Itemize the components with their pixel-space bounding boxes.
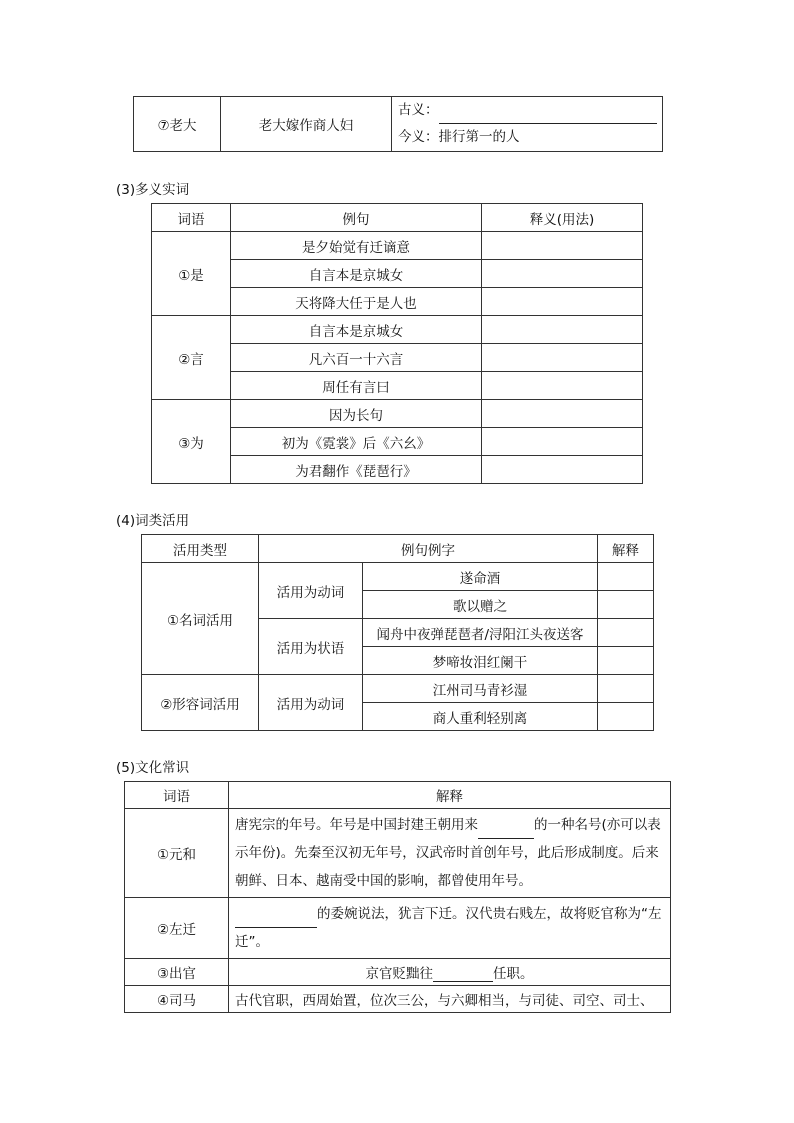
table-header-row (142, 535, 654, 563)
example-cell: 是夕始觉有迁谪意 (231, 232, 482, 260)
explanation-text: 京官贬黜往 (365, 966, 433, 982)
answer-cell[interactable] (482, 288, 643, 316)
answer-cell[interactable] (598, 591, 654, 619)
term-cell: ①元和 (125, 809, 229, 898)
example-cell: 为君翻作《琵琶行》 (231, 456, 482, 484)
explanation-cell (229, 959, 671, 986)
explanation-cell (229, 898, 671, 959)
answer-cell[interactable] (482, 260, 643, 288)
answer-cell[interactable] (482, 428, 643, 456)
ancient-meaning-blank[interactable] (439, 107, 657, 124)
col-header: 词语 (125, 782, 229, 809)
table-header-row (125, 782, 671, 809)
col-header: 解释 (598, 535, 654, 563)
col-header: 词语 (152, 204, 231, 232)
example-cell: 梦啼妆泪红阑干 (363, 647, 598, 675)
table-polysemy (151, 203, 643, 484)
answer-cell[interactable] (482, 400, 643, 428)
table-row (134, 97, 663, 152)
term-cell: ⑦老大 (134, 97, 221, 152)
example-cell: 自言本是京城女 (231, 316, 482, 344)
term-cell: ②左迁 (125, 898, 229, 959)
explanation-text: 任职。 (493, 966, 534, 982)
explanation-text: 的一种名号(亦可以表示年份)。先秦至汉初无年号，汉武帝时首创年号，此后形成制度。后来朝鲜、日本、越南受中国的影响，都曾使用年号。 (235, 817, 661, 889)
table-old-words (133, 96, 663, 152)
example-cell: 江州司马青衫湿 (363, 675, 598, 703)
table-row (125, 809, 671, 898)
table-word-class (141, 534, 654, 731)
answer-cell[interactable] (482, 232, 643, 260)
example-cell: 凡六百一十六言 (231, 344, 482, 372)
col-header: 例句例字 (259, 535, 598, 563)
answer-cell[interactable] (482, 316, 643, 344)
explanation-text: 唐宪宗的年号。年号是中国封建王朝用来 (235, 817, 478, 833)
table-row (125, 959, 671, 986)
subtype-cell: 活用为状语 (259, 619, 363, 675)
table-culture (124, 781, 671, 1013)
col-header: 活用类型 (142, 535, 259, 563)
table-header-row (152, 204, 643, 232)
answer-cell[interactable] (598, 563, 654, 591)
meaning-cell (392, 97, 663, 152)
example-cell: 因为长句 (231, 400, 482, 428)
table-row (125, 898, 671, 959)
section-heading-word-class: (4)词类活用 (116, 513, 190, 529)
answer-cell[interactable] (598, 675, 654, 703)
example-cell: 老大嫁作商人妇 (221, 97, 392, 152)
example-cell: 自言本是京城女 (231, 260, 482, 288)
col-header: 释义(用法) (482, 204, 643, 232)
table-row (142, 675, 654, 703)
table-row (152, 316, 643, 344)
example-cell: 初为《霓裳》后《六幺》 (231, 428, 482, 456)
fill-blank[interactable] (433, 966, 493, 982)
answer-cell[interactable] (482, 456, 643, 484)
answer-cell[interactable] (482, 372, 643, 400)
modern-meaning: 今义：排行第一的人 (398, 129, 520, 145)
answer-cell[interactable] (598, 647, 654, 675)
term-cell: ④司马 (125, 986, 229, 1013)
example-cell: 商人重利轻别离 (363, 703, 598, 731)
answer-cell[interactable] (598, 619, 654, 647)
subtype-cell: 活用为动词 (259, 675, 363, 731)
fill-blank[interactable] (235, 912, 317, 928)
term-cell: ③出官 (125, 959, 229, 986)
type-cell: ①名词活用 (142, 563, 259, 675)
section-heading-culture: (5)文化常识 (116, 760, 190, 776)
ancient-meaning-label: 古义： (398, 102, 439, 118)
col-header: 解释 (229, 782, 671, 809)
table-row (152, 400, 643, 428)
example-cell: 闻舟中夜弹琵琶者/浔阳江头夜送客 (363, 619, 598, 647)
section-heading-polysemy: (3)多义实词 (116, 182, 190, 198)
table-row (125, 986, 671, 1013)
table-row (142, 563, 654, 591)
word-cell: ①是 (152, 232, 231, 316)
example-cell: 遂命酒 (363, 563, 598, 591)
fill-blank[interactable] (478, 823, 534, 839)
word-cell: ②言 (152, 316, 231, 400)
explanation-cell: 古代官职，西周始置，位次三公，与六卿相当，与司徒、司空、司士、 (229, 986, 671, 1013)
example-cell: 周任有言曰 (231, 372, 482, 400)
example-cell: 天将降大任于是人也 (231, 288, 482, 316)
explanation-cell (229, 809, 671, 898)
answer-cell[interactable] (482, 344, 643, 372)
col-header: 例句 (231, 204, 482, 232)
table-row (152, 232, 643, 260)
explanation-text: 的委婉说法，犹言下迁。汉代贵右贱左，故将贬官称为“左迁”。 (235, 906, 662, 950)
answer-cell[interactable] (598, 703, 654, 731)
subtype-cell: 活用为动词 (259, 563, 363, 619)
example-cell: 歌以赠之 (363, 591, 598, 619)
type-cell: ②形容词活用 (142, 675, 259, 731)
word-cell: ③为 (152, 400, 231, 484)
